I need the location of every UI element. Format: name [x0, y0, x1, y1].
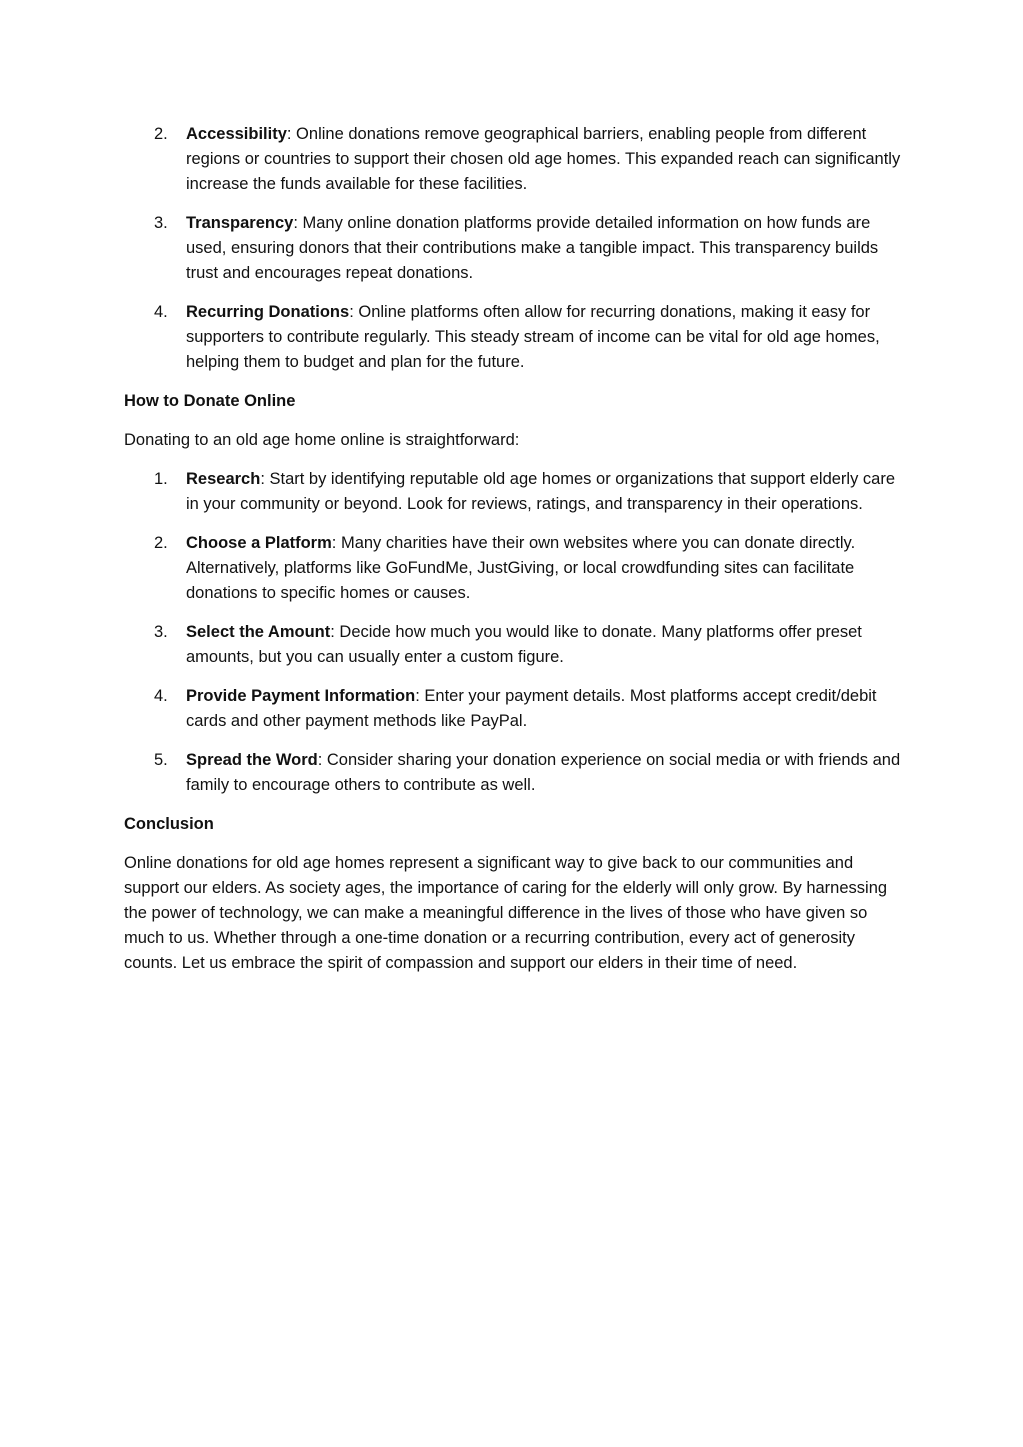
list-term: Recurring Donations	[186, 303, 350, 321]
list-term: Spread the Word	[186, 751, 318, 769]
list-term: Select the Amount	[186, 623, 331, 641]
list-text: : Decide how much you would like to donate. Many platforms offer preset amounts, but you can usually enter a custom figure.	[186, 623, 862, 666]
list-term: Provide Payment Information	[186, 687, 416, 705]
list-text: : Many online donation platforms provide detailed information on how funds are used, ensuring donors that their contributions make a tangible impact. This transparency builds trust and encourages repeat donations.	[186, 214, 879, 282]
list-number: 2.	[154, 534, 168, 552]
list-number: 4.	[154, 687, 168, 705]
list-item	[124, 211, 904, 286]
list-term: Accessibility	[186, 125, 287, 143]
list-number: 3.	[154, 214, 168, 232]
conclusion-paragraph: Online donations for old age homes represent a significant way to give back to our communities and support our elders. As society ages, the importance of caring for the elderly will only grow. By harnessing the power of technology, we can make a meaningful difference in the lives of those who have given so much to us. Whether through a one-time donation or a recurring contribution, every act of generosity counts. Let us embrace the spirit of compassion and support our elders in their time of need.	[124, 854, 888, 972]
benefits-list	[124, 122, 904, 375]
list-text: : Many charities have their own websites where you can donate directly. Alternatively, platforms like GoFundMe, JustGiving, or local crowdfunding sites can facilitate donations to specific homes or causes.	[186, 534, 856, 602]
list-text: : Start by identifying reputable old age homes or organizations that support elderly care in your community or beyond. Look for reviews, ratings, and transparency in their operations.	[186, 470, 896, 513]
list-number: 5.	[154, 751, 168, 769]
list-item	[124, 531, 904, 606]
section-heading-conclusion: Conclusion	[124, 815, 214, 833]
list-item	[124, 122, 904, 197]
list-number: 4.	[154, 303, 168, 321]
document-body	[124, 122, 904, 990]
list-text: : Enter your payment details. Most platforms accept credit/debit cards and other payment methods like PayPal.	[186, 687, 877, 730]
list-text: : Online donations remove geographical barriers, enabling people from different regions or countries to support their chosen old age homes. This expanded reach can significantly increase the funds available for these facilities.	[186, 125, 901, 193]
list-term: Choose a Platform	[186, 534, 332, 552]
list-text: : Consider sharing your donation experience on social media or with friends and family to encourage others to contribute as well.	[186, 751, 901, 794]
list-item	[124, 467, 904, 517]
section-heading-how-to: How to Donate Online	[124, 392, 296, 410]
list-number: 1.	[154, 470, 168, 488]
list-item	[124, 748, 904, 798]
list-term: Research	[186, 470, 261, 488]
steps-list	[124, 467, 904, 798]
list-item	[124, 684, 904, 734]
how-to-intro: Donating to an old age home online is straightforward:	[124, 431, 520, 449]
list-text: : Online platforms often allow for recurring donations, making it easy for supporters to contribute regularly. This steady stream of income can be vital for old age homes, helping them to budget and plan for the future.	[186, 303, 880, 371]
list-number: 3.	[154, 623, 168, 641]
list-term: Transparency	[186, 214, 294, 232]
list-number: 2.	[154, 125, 168, 143]
list-item	[124, 620, 904, 670]
list-item	[124, 300, 904, 375]
